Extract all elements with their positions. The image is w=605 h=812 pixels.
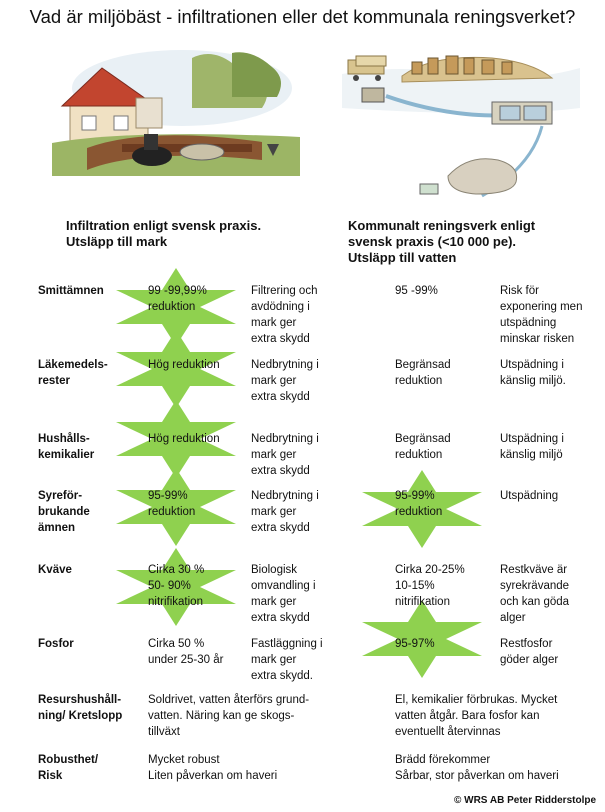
treatment-plant-value: 95-99% reduktion <box>395 490 443 518</box>
right-column-heading: Kommunalt reningsverk enligt svensk praxis (<10 000 pe). Utsläpp till vatten <box>348 218 536 265</box>
row-label: Robusthet/ Risk <box>38 754 99 782</box>
row-label: Smittämnen <box>38 285 104 297</box>
row-label: Läkemedels- rester <box>38 359 108 387</box>
treatment-plant-note: Utspädning i känslig miljö <box>500 433 564 461</box>
infiltration-value: Cirka 50 % under 25-30 år <box>148 638 224 666</box>
row-label: Resurshushåll- ning/ Kretslopp <box>38 694 123 722</box>
row-label: Kväve <box>38 564 72 576</box>
infiltration-value: 99 -99,99% reduktion <box>148 285 207 313</box>
treatment-plant-summary: El, kemikalier förbrukas. Mycket vatten åtgår. Bara fosfor kan eventuellt återvinnas <box>395 694 558 738</box>
treatment-plant-note: Utspädning <box>500 490 559 502</box>
treatment-plant-note: Restkväve är syrekrävande och kan göda alger <box>500 564 570 624</box>
treatment-plant-value: Cirka 20-25% 10-15% nitrifikation <box>395 564 465 608</box>
treatment-plant-note: Utspädning i känslig miljö. <box>500 359 566 387</box>
infiltration-summary: Soldrivet, vatten återförs grund- vatten. Näring kan ge skogs- tillväxt <box>148 694 310 738</box>
copyright-notice: © WRS AB Peter Ridderstolpe <box>454 795 597 806</box>
infiltration-value: Cirka 30 % 50- 90% nitrifikation <box>148 564 205 608</box>
page-title: Vad är miljöbäst - infiltrationen eller det kommunala reningsverket? <box>29 6 576 27</box>
row-label: Hushålls- kemikalier <box>38 433 95 461</box>
infiltration-note: Nedbrytning i mark ger extra skydd <box>251 490 319 534</box>
infiltration-summary: Mycket robust Liten påverkan om haveri <box>148 754 278 782</box>
treatment-plant-value: Begränsad reduktion <box>395 359 451 387</box>
treatment-plant-value: 95-97% <box>395 638 435 650</box>
treatment-plant-value: Begränsad reduktion <box>395 433 451 461</box>
infiltration-note: Nedbrytning i mark ger extra skydd <box>251 359 319 403</box>
infiltration-value: Hög reduktion <box>148 359 220 371</box>
treatment-plant-note: Restfosfor göder alger <box>500 638 559 666</box>
infiltration-note: Fastläggning i mark ger extra skydd. <box>251 638 323 682</box>
row-label: Fosfor <box>38 638 74 650</box>
treatment-plant-illustration <box>342 44 580 206</box>
left-column-heading: Infiltration enligt svensk praxis. Utsläpp till mark <box>66 218 262 249</box>
infiltration-note: Nedbrytning i mark ger extra skydd <box>251 433 319 477</box>
infiltration-note: Filtrering och avdödning i mark ger extra skydd <box>251 285 318 345</box>
infiltration-value: Hög reduktion <box>148 433 220 445</box>
row-label: Syreför- brukande ämnen <box>38 490 90 534</box>
infiltration-illustration <box>52 48 300 176</box>
treatment-plant-summary: Brädd förekommer Sårbar, stor påverkan om haveri <box>395 754 559 782</box>
treatment-plant-value: 95 -99% <box>395 285 438 297</box>
treatment-plant-note: Risk för exponering men utspädning minskar risken <box>500 285 583 345</box>
infiltration-value: 95-99% reduktion <box>148 490 196 518</box>
infiltration-note: Biologisk omvandling i mark ger extra skydd <box>251 564 316 624</box>
